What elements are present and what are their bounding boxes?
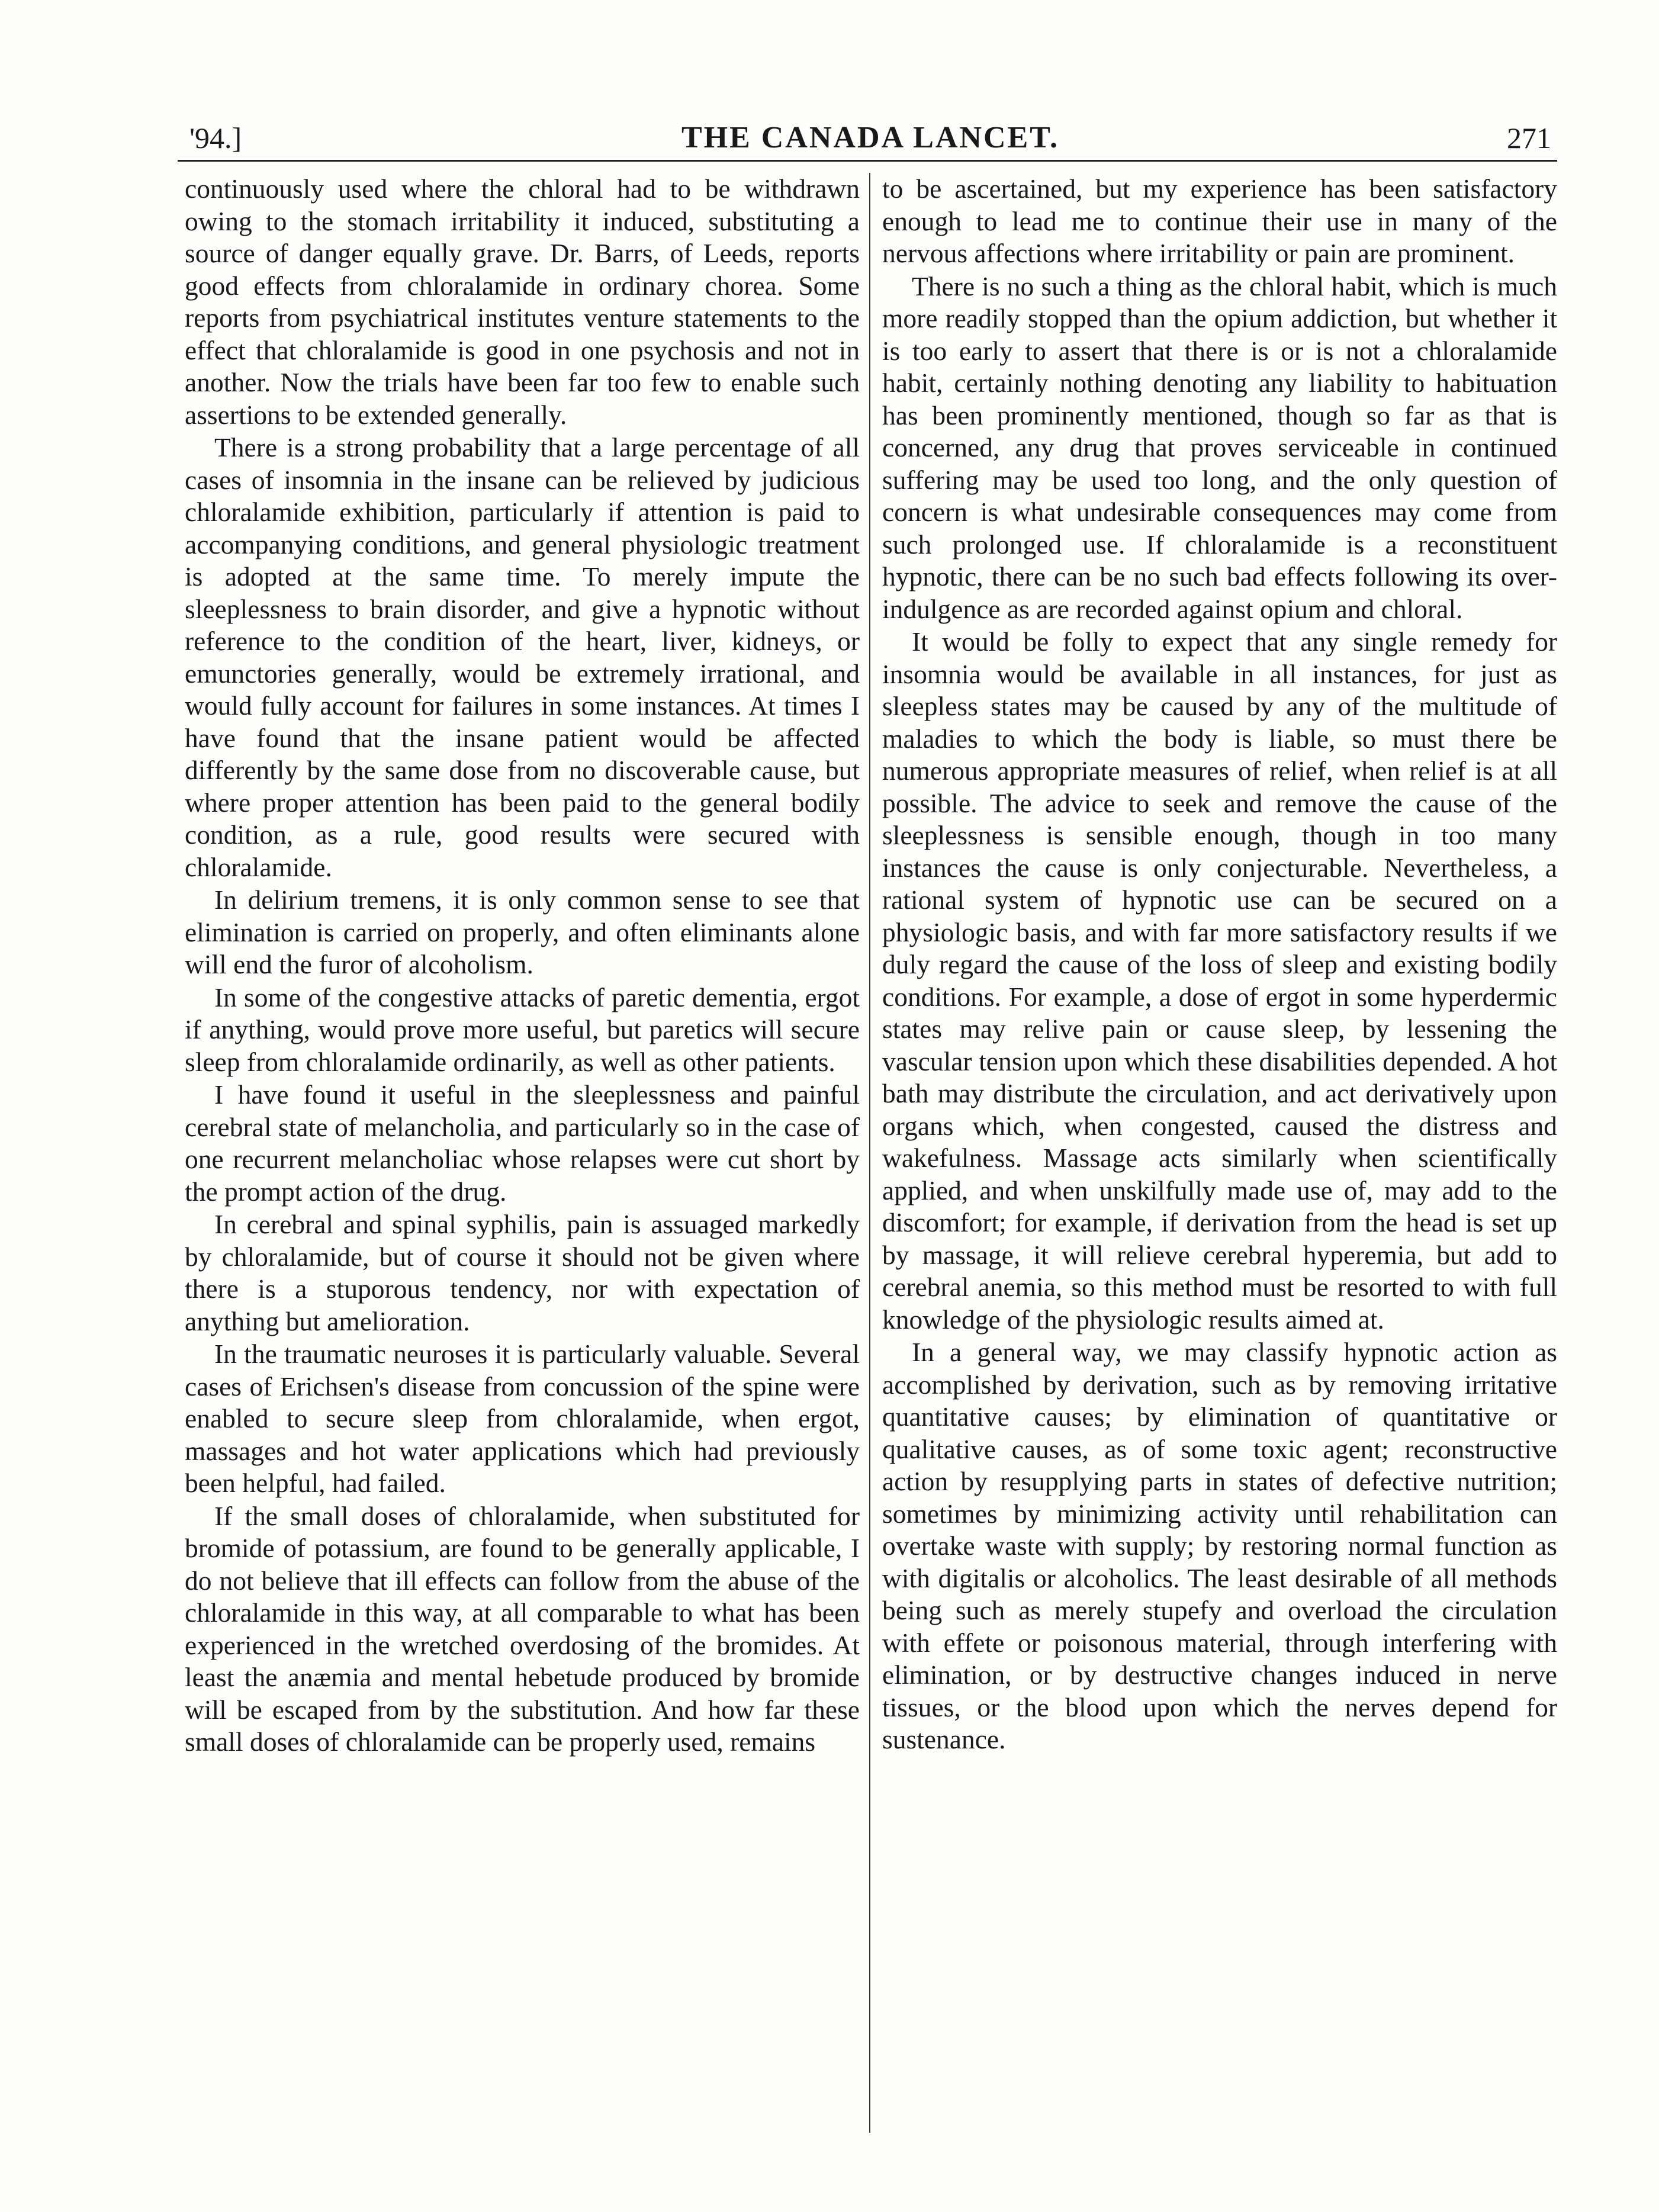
paragraph: In cerebral and spinal syphilis, pain is assuaged markedly by chloralamide, but of course it should not be given where there is a stuporous tendency, nor with expectation of anything but amelioration. <box>185 1209 860 1336</box>
paragraph: There is no such a thing as the chloral habit, which is much more readily stopped than the opium addiction, but whether it is too early to assert that there is or is not a chloralamide habit, certainly nothing denoting any liability to habituation has been prominently mentioned, though so far as that is concerned, any drug that proves serviceable in continued suffering may be used too long, and the only question of concern is what undesirable consequences may come from such prolonged use. If chloralamide is a reconstituent hypnotic, there can be no such bad effects following its over-indulgence as are recorded against opium and chloral. <box>882 271 1557 624</box>
paragraph: It would be folly to expect that any single remedy for insomnia would be available in all instances, for just as sleepless states may be caused by any of the multitude of maladies to which the body is liable, so must there be numerous appropriate measures of relief, when relief is at all possible. The advice to seek and remove the cause of the sleeplessness is sensible enough, though in too many instances the cause is only conjecturable. Nevertheless, a rational system of hypnotic use can be secured on a physiologic basis, and with far more satisfactory results if we duly regard the cause of the loss of sleep and existing bodily conditions. For example, a dose of ergot in some hyperdermic states may relive pain or cause sleep, by lessening the vascular tension upon which these disabilities depended. A hot bath may distribute the circulation, and act derivatively upon organs which, when congested, caused the distress and wakefulness. Massage acts similarly when scientifically applied, and when unskilfully made use of, may add to the discomfort; for example, if derivation from the head is set up by massage, it will relieve cerebral hyperemia, but add to cerebral anemia, so this method must be resorted to with full knowledge of the physiologic results aimed at. <box>882 626 1557 1335</box>
header-rule <box>178 160 1557 162</box>
page-number: 271 <box>1507 121 1551 155</box>
paragraph: In the traumatic neuroses it is particularly valuable. Several cases of Erichsen's disease from concussion of the spine were enabled to secure sleep from chloralamide, when ergot, massages and hot water applications which had previously been helpful, had failed. <box>185 1339 860 1498</box>
paragraph: If the small doses of chloralamide, when substituted for bromide of potassium, are found to be generally applicable, I do not believe that ill effects can follow from the abuse of the chloralamide in this way, at all comparable to what has been experienced in the wretched overdosing of the bromides. At least the anæmia and mental hebetude produced by bromide will be escaped from by the substitution. And how far these small doses of chloralamide can be properly used, remains <box>185 1500 860 1757</box>
paragraph: There is a strong probability that a large percentage of all cases of insomnia in the insane can be relieved by judicious chloralamide exhibition, particularly if attention is paid to accompanying conditions, and general physiologic treatment is adopted at the same time. To merely impute the sleeplessness to brain disorder, and give a hypnotic without reference to the condition of the heart, liver, kidneys, or emunctories generally, would be extremely irrational, and would fully account for failures in some instances. At times I have found that the insane patient would be affected differently by the same dose from no discoverable cause, but where proper attention has been paid to the general bodily condition, as a rule, good results were secured with chloralamide. <box>185 432 860 882</box>
right-column <box>882 173 1557 1757</box>
running-header <box>189 117 1551 159</box>
paragraph: I have found it useful in the sleeplessness and painful cerebral state of melancholia, and particularly so in the case of one recurrent melancholiac whose relapses were cut short by the prompt action of the drug. <box>185 1079 860 1207</box>
paragraph: In a general way, we may classify hypnotic action as accomplished by derivation, such as by removing irritative quantitative causes; by elimination of quantitative or qualitative causes, as of some toxic agent; reconstructive action by resupplying parts in states of defective nutrition; sometimes by minimizing activity until rehabilitation can overtake waste with supply; by restoring normal function as with digitalis or alcoholics. The least desirable of all methods being such as merely stupefy and overload the circulation with effete or poisonous material, through interfering with elimination, or by destructive changes induced in nerve tissues, or the blood upon which the nerves depend for sustenance. <box>882 1337 1557 1754</box>
paragraph: In some of the congestive attacks of paretic dementia, ergot if anything, would prove more useful, but paretics will secure sleep from chloralamide ordinarily, as well as other patients. <box>185 982 860 1077</box>
volume-year: '94.] <box>189 121 242 155</box>
left-column <box>185 173 860 1759</box>
paragraph: continuously used where the chloral had to be withdrawn owing to the stomach irritability it induced, substituting a source of danger equally grave. Dr. Barrs, of Leeds, reports good effects from chloralamide in ordinary chorea. Some reports from psychiatrical institutes venture statements to the effect that chloralamide is good in one psychosis and not in another. Now the trials have been far too few to enable such assertions to be extended generally. <box>185 173 860 430</box>
paragraph: to be ascertained, but my experience has been satisfactory enough to lead me to continue their use in many of the nervous affections where irritability or pain are prominent. <box>882 173 1557 268</box>
journal-title: THE CANADA LANCET. <box>681 121 1060 155</box>
column-divider <box>869 173 870 2133</box>
paragraph: In delirium tremens, it is only common sense to see that elimination is carried on properly, and often eliminants alone will end the furor of alcoholism. <box>185 885 860 979</box>
